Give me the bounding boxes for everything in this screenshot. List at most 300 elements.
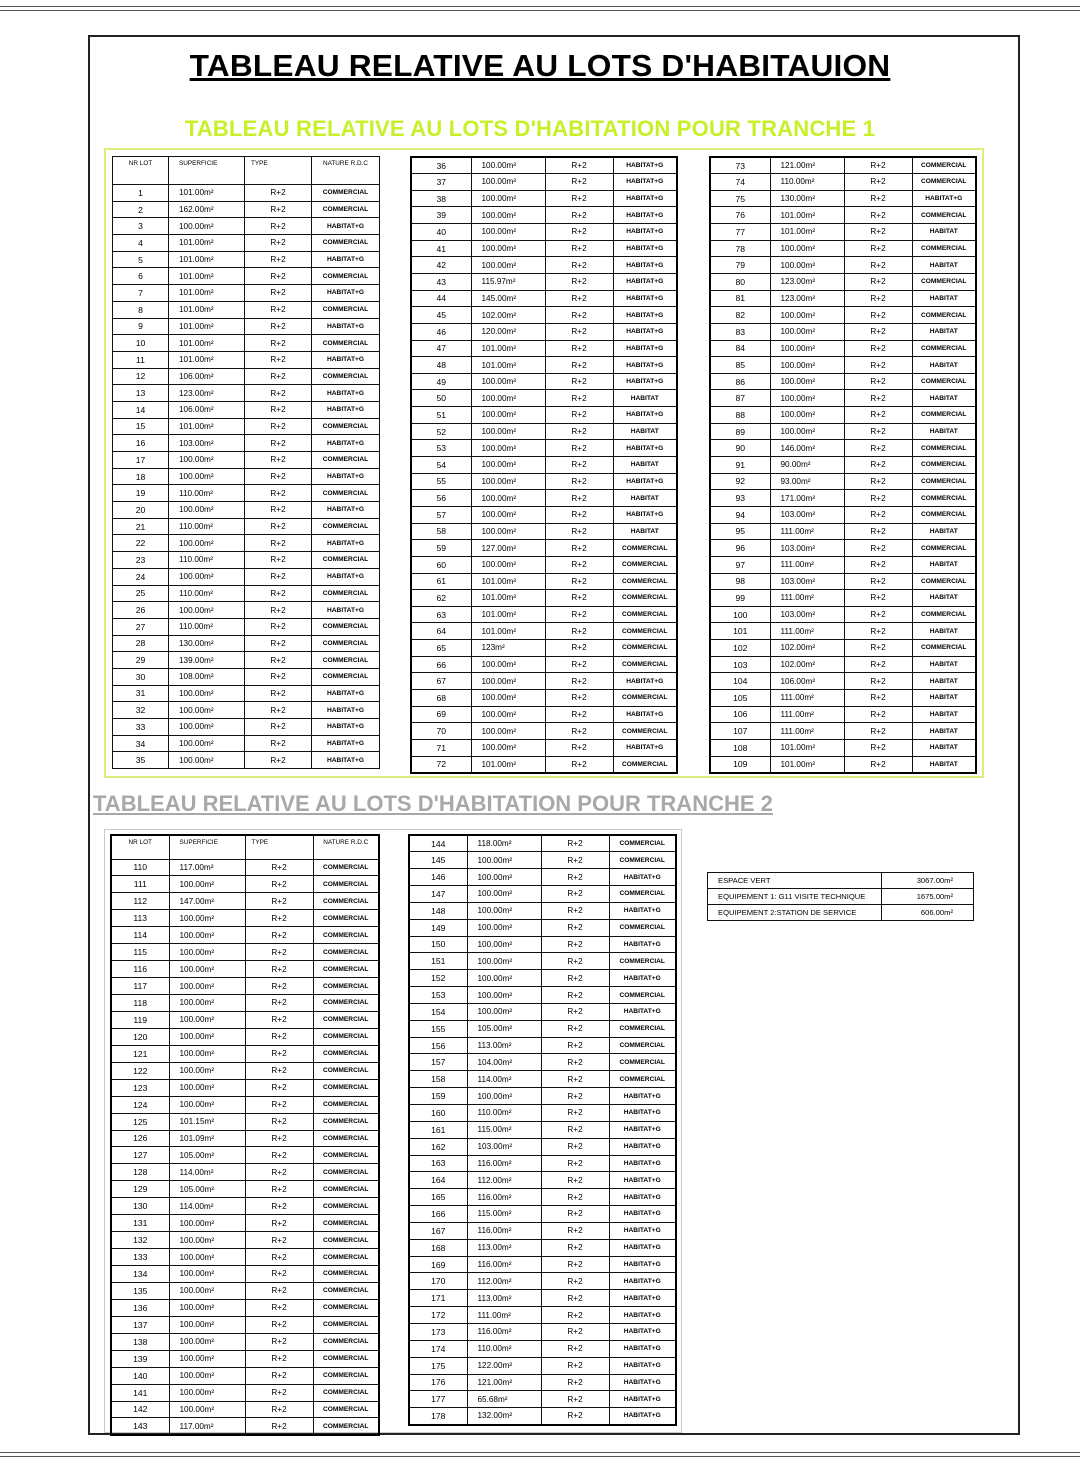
lot-nature: COMMERCIAL — [613, 640, 677, 657]
lot-type: R+2 — [245, 893, 313, 910]
lot-number: 25 — [113, 585, 169, 602]
table-row — [411, 523, 677, 540]
lot-nature: COMMERCIAL — [609, 835, 676, 852]
lot-nature: HABITAT — [912, 390, 976, 407]
lot-nature: HABITAT — [912, 590, 976, 607]
lot-nature: HABITAT — [912, 290, 976, 307]
lot-nature: COMMERCIAL — [313, 1164, 379, 1181]
lot-area: 115.00m² — [467, 1206, 541, 1223]
lot-area: 121.00m² — [467, 1374, 541, 1391]
lot-nature: HABITAT+G — [609, 869, 676, 886]
lot-area: 100.00m² — [467, 987, 541, 1004]
lot-number: 154 — [409, 1003, 467, 1020]
lot-nature: COMMERCIAL — [312, 368, 380, 385]
lot-number: 174 — [409, 1340, 467, 1357]
lot-type: R+2 — [541, 1172, 609, 1189]
lot-number: 130 — [111, 1198, 169, 1215]
table-row — [113, 268, 380, 285]
lot-number: 27 — [113, 618, 169, 635]
lot-nature: HABITAT+G — [312, 285, 380, 302]
lot-type: R+2 — [545, 224, 613, 241]
lot-area: 100.00m² — [471, 490, 545, 507]
table-row — [111, 1384, 379, 1401]
lot-area: 130.00m² — [770, 190, 844, 207]
lot-area: 111.00m² — [770, 556, 844, 573]
lot-number: 140 — [111, 1367, 169, 1384]
table-row — [113, 401, 380, 418]
lot-type: R+2 — [541, 869, 609, 886]
lot-nature: COMMERCIAL — [313, 1147, 379, 1164]
table-row — [710, 157, 976, 174]
lot-nature: HABITAT+G — [312, 568, 380, 585]
lot-nature: COMMERCIAL — [312, 418, 380, 435]
lot-area: 100.00m² — [169, 995, 245, 1012]
lot-type: R+2 — [245, 1062, 313, 1079]
lot-area: 100.00m² — [471, 739, 545, 756]
header-type: TYPE — [245, 157, 312, 185]
table-row — [111, 1028, 379, 1045]
lot-area: 100.00m² — [471, 190, 545, 207]
lot-type: R+2 — [545, 623, 613, 640]
lot-type: R+2 — [541, 1054, 609, 1071]
lot-number: 22 — [113, 535, 169, 552]
lot-number: 24 — [113, 568, 169, 585]
lot-nature: COMMERCIAL — [313, 1232, 379, 1249]
lot-number: 58 — [411, 523, 471, 540]
lot-number: 168 — [409, 1239, 467, 1256]
lot-type: R+2 — [545, 490, 613, 507]
lot-area: 100.00m² — [169, 752, 245, 769]
lot-type: R+2 — [545, 423, 613, 440]
lot-nature: HABITAT+G — [312, 468, 380, 485]
lot-number: 112 — [111, 893, 169, 910]
lot-nature: HABITAT+G — [312, 218, 380, 235]
table-row — [411, 623, 677, 640]
lot-type: R+2 — [541, 1121, 609, 1138]
lot-number: 170 — [409, 1273, 467, 1290]
lot-number: 73 — [710, 157, 770, 174]
lot-area: 100.00m² — [467, 936, 541, 953]
lot-area: 111.00m² — [770, 590, 844, 607]
lot-type: R+2 — [245, 235, 312, 252]
lot-nature: HABITAT+G — [613, 340, 677, 357]
lot-number: 66 — [411, 656, 471, 673]
lot-type: R+2 — [245, 418, 312, 435]
lot-area: 100.00m² — [471, 207, 545, 224]
lot-type: R+2 — [545, 640, 613, 657]
lot-number: 152 — [409, 970, 467, 987]
table-row — [111, 1130, 379, 1147]
lot-number: 61 — [411, 573, 471, 590]
lot-number: 1 — [113, 185, 169, 202]
table-row — [411, 606, 677, 623]
equipment-row — [708, 873, 974, 889]
table-row — [113, 668, 380, 685]
lot-type: R+2 — [545, 440, 613, 457]
lot-nature: COMMERCIAL — [912, 573, 976, 590]
lot-nature: COMMERCIAL — [313, 1350, 379, 1367]
lot-type: R+2 — [545, 756, 613, 773]
lot-number: 40 — [411, 224, 471, 241]
lot-area: 100.00m² — [471, 690, 545, 707]
lot-number: 56 — [411, 490, 471, 507]
table-row — [113, 535, 380, 552]
lot-type: R+2 — [245, 1266, 313, 1283]
lot-number: 116 — [111, 961, 169, 978]
lot-area: 105.00m² — [169, 1181, 245, 1198]
lot-nature: HABITAT+G — [613, 190, 677, 207]
lot-number: 105 — [710, 690, 770, 707]
lot-type: R+2 — [245, 1333, 313, 1350]
lot-area: 111.00m² — [770, 523, 844, 540]
lot-nature: HABITAT+G — [613, 224, 677, 241]
lot-number: 30 — [113, 668, 169, 685]
lot-number: 50 — [411, 390, 471, 407]
lot-area: 110.00m² — [169, 518, 245, 535]
table-row — [710, 423, 976, 440]
lot-nature: HABITAT+G — [312, 401, 380, 418]
lot-type: R+2 — [245, 735, 312, 752]
lot-number: 122 — [111, 1062, 169, 1079]
lot-nature: COMMERCIAL — [313, 1367, 379, 1384]
table-row — [411, 473, 677, 490]
lot-nature: COMMERCIAL — [313, 944, 379, 961]
lot-nature: HABITAT+G — [609, 1138, 676, 1155]
lot-number: 44 — [411, 290, 471, 307]
table-row — [409, 1003, 676, 1020]
table-row — [411, 157, 677, 174]
lot-type: R+2 — [844, 706, 912, 723]
table-row — [113, 185, 380, 202]
table-row — [409, 1222, 676, 1239]
lot-area: 100.00m² — [471, 157, 545, 174]
table-row — [411, 573, 677, 590]
lot-type: R+2 — [844, 224, 912, 241]
table-row — [113, 685, 380, 702]
table-row — [411, 723, 677, 740]
lot-number: 92 — [710, 473, 770, 490]
lot-nature: HABITAT+G — [609, 1357, 676, 1374]
lot-type: R+2 — [545, 357, 613, 374]
table-row — [409, 902, 676, 919]
table-row — [409, 1273, 676, 1290]
table-row — [411, 340, 677, 357]
lot-type: R+2 — [245, 1282, 313, 1299]
lot-number: 78 — [710, 240, 770, 257]
lot-type: R+2 — [245, 185, 312, 202]
lot-type: R+2 — [541, 919, 609, 936]
lot-number: 160 — [409, 1105, 467, 1122]
lot-nature: COMMERCIAL — [613, 623, 677, 640]
table-row — [411, 706, 677, 723]
lot-number: 14 — [113, 401, 169, 418]
lot-number: 13 — [113, 385, 169, 402]
table-row — [710, 240, 976, 257]
lot-type: R+2 — [541, 1307, 609, 1324]
table-row — [409, 1374, 676, 1391]
lot-type: R+2 — [545, 506, 613, 523]
lot-number: 86 — [710, 373, 770, 390]
lot-type: R+2 — [541, 1290, 609, 1307]
lot-nature: HABITAT+G — [312, 602, 380, 619]
lot-type: R+2 — [245, 668, 312, 685]
lot-number: 148 — [409, 902, 467, 919]
lot-nature: COMMERCIAL — [313, 1282, 379, 1299]
lot-area: 123.00m² — [770, 290, 844, 307]
lot-number: 113 — [111, 910, 169, 927]
lot-area: 113.00m² — [467, 1239, 541, 1256]
lot-number: 33 — [113, 719, 169, 736]
lot-number: 68 — [411, 690, 471, 707]
lot-nature: HABITAT+G — [609, 1374, 676, 1391]
table-row — [113, 301, 380, 318]
lot-number: 131 — [111, 1215, 169, 1232]
table-row — [409, 1155, 676, 1172]
lot-type: R+2 — [245, 1232, 313, 1249]
table-row — [113, 552, 380, 569]
equipment-label: EQUIPEMENT 2:STATION DE SERVICE — [708, 905, 882, 921]
lot-number: 41 — [411, 240, 471, 257]
lot-type: R+2 — [844, 273, 912, 290]
table-row — [111, 1215, 379, 1232]
lot-nature: COMMERCIAL — [912, 540, 976, 557]
lot-nature: COMMERCIAL — [313, 961, 379, 978]
table-row — [113, 568, 380, 585]
lot-nature: COMMERCIAL — [313, 1181, 379, 1198]
table-row — [111, 1113, 379, 1130]
tranche2-title: TABLEAU RELATIVE AU LOTS D'HABITATION POUR TRANCHE 2 — [93, 791, 773, 816]
lot-type: R+2 — [245, 961, 313, 978]
lot-area: 100.00m² — [169, 735, 245, 752]
lot-area: 100.00m² — [169, 1384, 245, 1401]
lot-number: 19 — [113, 485, 169, 502]
lot-type: R+2 — [245, 1215, 313, 1232]
lot-type: R+2 — [545, 407, 613, 424]
lot-nature: HABITAT+G — [613, 207, 677, 224]
lot-number: 177 — [409, 1391, 467, 1408]
table-row — [710, 373, 976, 390]
lot-area: 100.00m² — [169, 961, 245, 978]
lot-number: 103 — [710, 656, 770, 673]
lot-number: 11 — [113, 351, 169, 368]
lot-type: R+2 — [844, 540, 912, 557]
lot-nature: HABITAT — [912, 523, 976, 540]
lot-area: 101.00m² — [770, 224, 844, 241]
table-row — [710, 673, 976, 690]
lot-nature: HABITAT+G — [312, 752, 380, 769]
lot-number: 45 — [411, 307, 471, 324]
lot-area: 100.00m² — [770, 323, 844, 340]
table-row — [111, 1045, 379, 1062]
table-row — [710, 506, 976, 523]
header-lot: NR LOT — [111, 835, 169, 859]
lot-nature: HABITAT+G — [613, 357, 677, 374]
table-row — [411, 190, 677, 207]
lot-type: R+2 — [545, 323, 613, 340]
lot-area: 100.00m² — [471, 457, 545, 474]
lot-area: 100.00m² — [770, 340, 844, 357]
table-row — [111, 927, 379, 944]
lot-number: 106 — [710, 706, 770, 723]
table-row — [409, 1054, 676, 1071]
lot-area: 100.00m² — [169, 1282, 245, 1299]
lot-area: 110.00m² — [169, 485, 245, 502]
lot-number: 77 — [710, 224, 770, 241]
lot-area: 103.00m² — [467, 1138, 541, 1155]
lot-area: 162.00m² — [169, 201, 245, 218]
lot-nature: HABITAT+G — [312, 535, 380, 552]
lot-area: 110.00m² — [169, 618, 245, 635]
lot-number: 159 — [409, 1088, 467, 1105]
lot-type: R+2 — [844, 290, 912, 307]
lot-area: 171.00m² — [770, 490, 844, 507]
lot-type: R+2 — [245, 452, 312, 469]
lot-type: R+2 — [545, 606, 613, 623]
lot-nature: COMMERCIAL — [313, 893, 379, 910]
lot-number: 109 — [710, 756, 770, 773]
lot-nature: COMMERCIAL — [312, 518, 380, 535]
lot-number: 143 — [111, 1418, 169, 1435]
lot-number: 88 — [710, 407, 770, 424]
lot-nature: HABITAT+G — [609, 970, 676, 987]
lot-area: 114.00m² — [467, 1071, 541, 1088]
lot-nature: HABITAT+G — [312, 385, 380, 402]
lot-nature: COMMERCIAL — [609, 919, 676, 936]
lot-nature: HABITAT — [912, 706, 976, 723]
lot-number: 121 — [111, 1045, 169, 1062]
lot-number: 94 — [710, 506, 770, 523]
lot-nature: COMMERCIAL — [312, 335, 380, 352]
lot-type: R+2 — [844, 357, 912, 374]
lot-area: 116.00m² — [467, 1323, 541, 1340]
lot-type: R+2 — [844, 457, 912, 474]
lot-number: 135 — [111, 1282, 169, 1299]
lot-nature: HABITAT — [912, 623, 976, 640]
lot-nature: COMMERCIAL — [312, 201, 380, 218]
table-row — [411, 590, 677, 607]
lot-nature: COMMERCIAL — [313, 1316, 379, 1333]
lot-number: 49 — [411, 373, 471, 390]
lot-number: 158 — [409, 1071, 467, 1088]
lot-nature: HABITAT — [912, 673, 976, 690]
lot-type: R+2 — [545, 656, 613, 673]
lot-type: R+2 — [245, 1147, 313, 1164]
table-row — [710, 290, 976, 307]
lot-number: 5 — [113, 251, 169, 268]
lot-number: 124 — [111, 1096, 169, 1113]
top-rule-2 — [0, 10, 1080, 11]
header-lot: NR LOT — [113, 157, 169, 185]
lot-type: R+2 — [245, 218, 312, 235]
lot-nature: HABITAT+G — [609, 1189, 676, 1206]
lot-area: 111.00m² — [770, 706, 844, 723]
lot-area: 102.00m² — [471, 307, 545, 324]
lot-area: 116.00m² — [467, 1189, 541, 1206]
lot-area: 101.00m² — [770, 207, 844, 224]
table-row — [710, 756, 976, 773]
lot-number: 167 — [409, 1222, 467, 1239]
table-row — [111, 1232, 379, 1249]
lot-nature: HABITAT+G — [609, 1222, 676, 1239]
table-row — [710, 224, 976, 241]
lot-number: 156 — [409, 1037, 467, 1054]
lot-type: R+2 — [541, 1256, 609, 1273]
lot-type: R+2 — [545, 706, 613, 723]
lot-number: 83 — [710, 323, 770, 340]
lot-type: R+2 — [245, 618, 312, 635]
lot-area: 100.00m² — [169, 1316, 245, 1333]
lot-nature: HABITAT+G — [609, 1408, 676, 1425]
lot-number: 43 — [411, 273, 471, 290]
lot-number: 20 — [113, 502, 169, 519]
lot-area: 100.00m² — [169, 944, 245, 961]
lot-number: 17 — [113, 452, 169, 469]
lot-nature: COMMERCIAL — [912, 307, 976, 324]
table-row — [411, 506, 677, 523]
lot-area: 116.00m² — [467, 1155, 541, 1172]
lot-nature: HABITAT+G — [312, 502, 380, 519]
lot-nature: HABITAT+G — [609, 1256, 676, 1273]
lot-nature: HABITAT+G — [609, 1340, 676, 1357]
lot-number: 4 — [113, 235, 169, 252]
lot-type: R+2 — [545, 340, 613, 357]
lot-nature: HABITAT — [912, 723, 976, 740]
lot-nature: HABITAT+G — [613, 506, 677, 523]
lot-number: 15 — [113, 418, 169, 435]
table-row — [710, 207, 976, 224]
lot-area: 147.00m² — [169, 893, 245, 910]
lot-number: 175 — [409, 1357, 467, 1374]
lot-number: 161 — [409, 1121, 467, 1138]
header-superficie: SUPERFICIE — [169, 157, 245, 185]
lot-nature: HABITAT+G — [613, 673, 677, 690]
lot-area: 110.00m² — [467, 1340, 541, 1357]
lot-type: R+2 — [545, 190, 613, 207]
lot-type: R+2 — [844, 240, 912, 257]
lot-nature: COMMERCIAL — [609, 886, 676, 903]
lot-type: R+2 — [245, 1198, 313, 1215]
lot-number: 84 — [710, 340, 770, 357]
lot-area: 100.00m² — [467, 919, 541, 936]
table-row — [409, 1391, 676, 1408]
table-row — [111, 1299, 379, 1316]
lot-area: 100.00m² — [467, 953, 541, 970]
lot-type: R+2 — [245, 1418, 313, 1435]
lot-type: R+2 — [541, 1020, 609, 1037]
table-row — [710, 440, 976, 457]
lot-nature: COMMERCIAL — [613, 573, 677, 590]
lot-type: R+2 — [545, 240, 613, 257]
lot-area: 90.00m² — [770, 457, 844, 474]
lot-type: R+2 — [545, 390, 613, 407]
lot-area: 100.00m² — [471, 390, 545, 407]
lot-number: 151 — [409, 953, 467, 970]
lot-number: 37 — [411, 174, 471, 191]
lot-nature: HABITAT+G — [609, 1105, 676, 1122]
lot-nature: COMMERCIAL — [313, 1384, 379, 1401]
lot-nature: COMMERCIAL — [912, 340, 976, 357]
table-row — [409, 953, 676, 970]
lot-area: 106.00m² — [169, 401, 245, 418]
lot-area: 123.00m² — [169, 385, 245, 402]
table-row — [409, 1323, 676, 1340]
lot-type: R+2 — [545, 739, 613, 756]
lot-type: R+2 — [844, 440, 912, 457]
table-row — [409, 835, 676, 852]
lot-number: 107 — [710, 723, 770, 740]
table-row — [113, 435, 380, 452]
table-row — [409, 1357, 676, 1374]
